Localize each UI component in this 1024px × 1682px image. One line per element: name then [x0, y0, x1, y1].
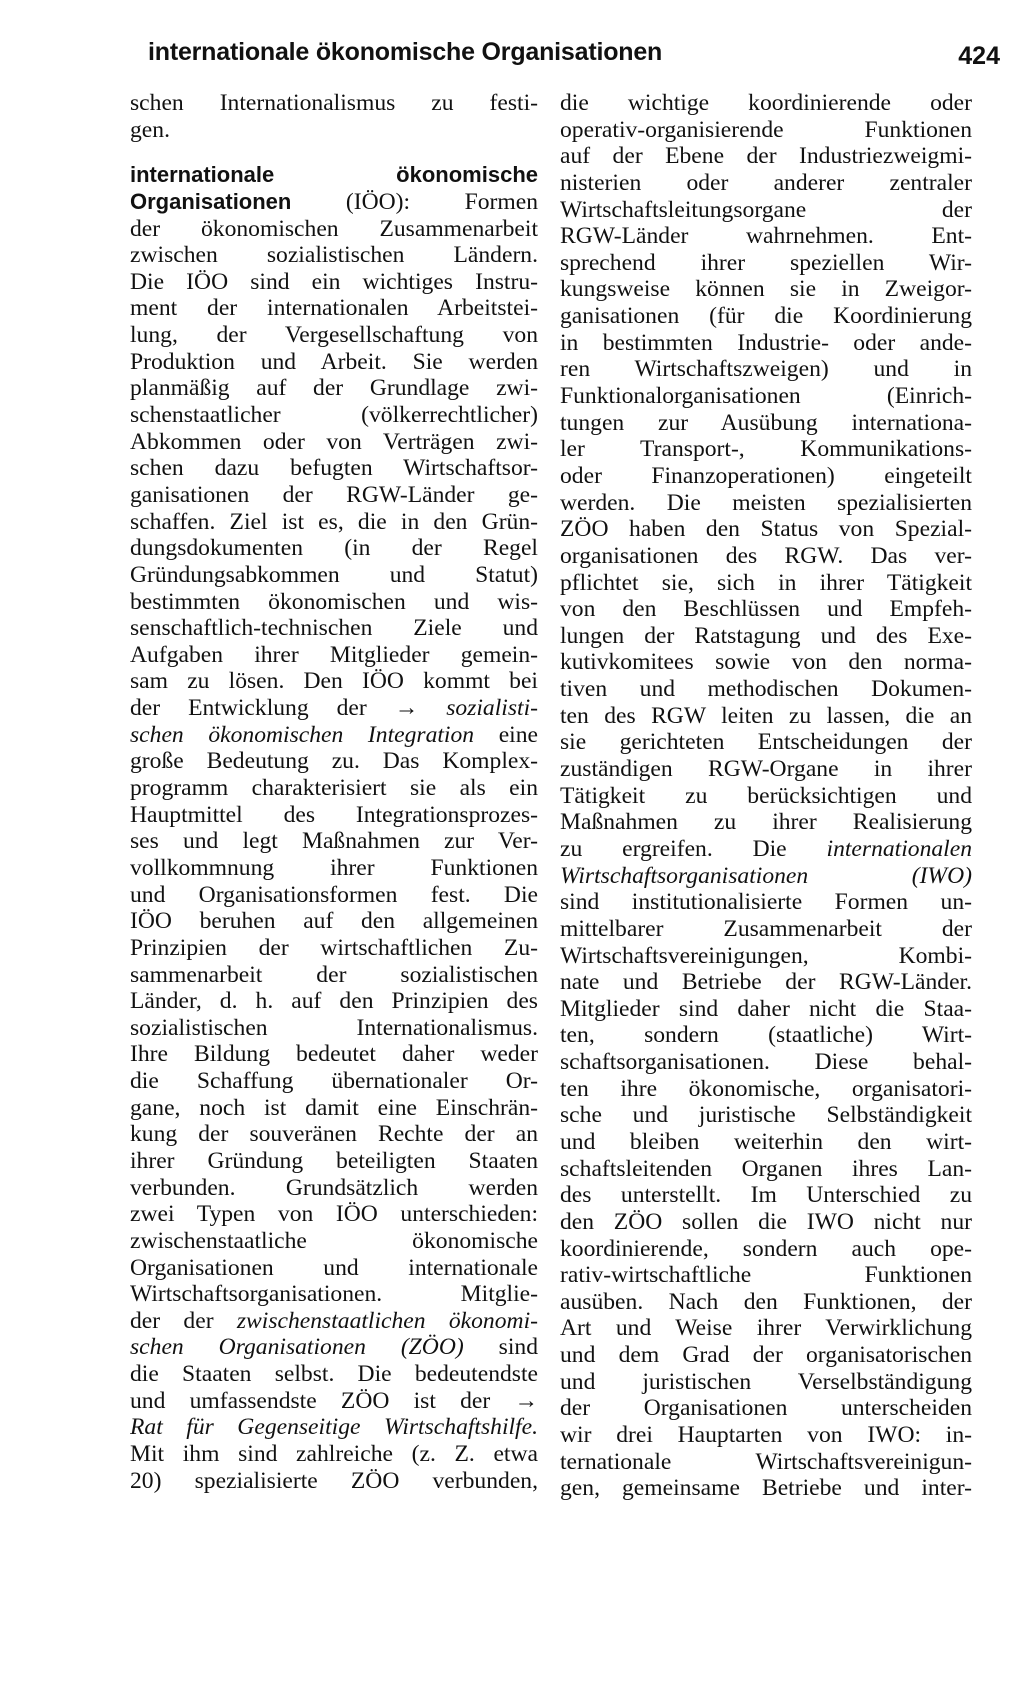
text-line: dungsdokumenten (in der Regel: [130, 535, 538, 562]
entry-headword: internationale ökonomische: [130, 162, 538, 188]
text-line: Wirtschaftsvereinigungen, Kombi-: [560, 942, 972, 969]
text-line: Prinzipien der wirtschaftlichen Zu-: [130, 934, 538, 961]
text-line: Wirtschaftsorganisationen. Mitglie-: [130, 1281, 538, 1308]
text-line: Art und Weise ihrer Verwirklichung: [560, 1315, 972, 1342]
italic-term: zwischenstaatlichen ökonomi-: [236, 1307, 538, 1334]
cross-reference: sozialisti-: [446, 695, 538, 722]
text-line: Organisationen und internationale: [130, 1254, 538, 1281]
text-line: schaffen. Ziel ist es, die in den Grün-: [130, 508, 538, 535]
text-line: verbunden. Grundsätzlich werden: [130, 1174, 538, 1201]
text-line: und umfassendste ZÖO ist der →: [130, 1387, 538, 1414]
text-line: Mitglieder sind daher nicht die Staa-: [560, 995, 972, 1022]
page-number: 424: [958, 42, 1000, 70]
text-line: [130, 189, 538, 216]
text-line: nisterien oder anderer zentraler: [560, 169, 972, 196]
text-line: tiven und methodischen Dokumen-: [560, 676, 972, 703]
text-line: sam zu lösen. Den IÖO kommt bei: [130, 668, 538, 695]
text-run: zu ergreifen. Die: [560, 835, 827, 862]
text-line: [130, 722, 538, 749]
text-line: Abkommen oder von Verträgen zwi-: [130, 428, 538, 455]
text-line: schen dazu befugten Wirtschaftsor-: [130, 455, 538, 482]
text-line: ternationale Wirtschaftsvereinigun-: [560, 1448, 972, 1475]
text-line: operativ-organisierende Funktionen: [560, 116, 972, 143]
text-line: Die IÖO sind ein wichtiges Instru-: [130, 268, 538, 295]
text-line: in bestimmten Industrie- oder ande-: [560, 329, 972, 356]
text-run: der der: [130, 1307, 237, 1334]
text-line: den ZÖO sollen die IWO nicht nur: [560, 1208, 972, 1235]
italic-term: internationalen: [826, 835, 972, 862]
text-line: schen Internationalismus zu festi-: [130, 90, 538, 116]
text-line: ren Wirtschaftszweigen) und in: [560, 356, 972, 383]
text-line: [130, 695, 538, 722]
text-line: Funktionalorganisationen (Einrich-: [560, 383, 972, 410]
text-line: vollkommnung ihrer Funktionen: [130, 854, 538, 881]
text-line: werden. Die meisten spezialisierten: [560, 489, 972, 516]
entry-abbreviation: (IÖO): Formen: [291, 188, 538, 215]
text-line: der ökonomischen Zusammenarbeit: [130, 215, 538, 242]
text-line: ten des RGW leiten zu lassen, die an: [560, 702, 972, 729]
cross-reference: Rat für Gegenseitige Wirtschaftshilfe.: [130, 1414, 538, 1441]
text-line: ausüben. Nach den Funktionen, der: [560, 1288, 972, 1315]
left-column: [130, 90, 538, 1494]
text-line: 20) spezialisierte ZÖO verbunden,: [130, 1467, 538, 1494]
text-line: lung, der Vergesellschaftung von: [130, 322, 538, 349]
text-line: ses und legt Maßnahmen zur Ver-: [130, 828, 538, 855]
text-line: Gründungsabkommen und Statut): [130, 561, 538, 588]
text-line: lungen der Ratstagung und des Exe-: [560, 622, 972, 649]
text-line: tungen zur Ausübung internationa-: [560, 409, 972, 436]
text-line: [130, 1308, 538, 1335]
text-line: Tätigkeit zu berücksichtigen und: [560, 782, 972, 809]
text-line: sche und juristische Selbständigkeit: [560, 1102, 972, 1129]
entry-headword-cont: Organisationen: [130, 188, 292, 214]
text-line: und juristischen Verselbständigung: [560, 1368, 972, 1395]
text-line: auf der Ebene der Industriezweigmi-: [560, 143, 972, 170]
text-run: sind: [463, 1334, 538, 1361]
text-line: koordinierende, sondern auch ope-: [560, 1235, 972, 1262]
text-line: Mit ihm sind zahlreiche (z. Z. etwa: [130, 1441, 538, 1468]
cross-reference: schen ökonomischen Integration: [130, 721, 475, 748]
text-line: zwei Typen von IÖO unterschieden:: [130, 1201, 538, 1228]
text-line: sprechend ihrer speziellen Wir-: [560, 249, 972, 276]
text-line: oder Finanzoperationen) eingeteilt: [560, 462, 972, 489]
text-line: schaftsleitenden Organen ihres Lan-: [560, 1155, 972, 1182]
text-run: eine: [474, 721, 538, 748]
right-column: [560, 90, 972, 1502]
text-line: Produktion und Arbeit. Sie werden: [130, 348, 538, 375]
text-line: IÖO beruhen auf den allgemeinen: [130, 908, 538, 935]
page-header: [148, 38, 1000, 78]
text-line: und dem Grad der organisatorischen: [560, 1342, 972, 1369]
text-line: schaftsorganisationen. Diese behal-: [560, 1049, 972, 1076]
text-line: zwischen sozialistischen Ländern.: [130, 242, 538, 269]
text-line: ihrer Gründung beteiligten Staaten: [130, 1147, 538, 1174]
text-run: der Entwicklung der →: [130, 695, 447, 722]
text-line: Hauptmittel des Integrationsprozes-: [130, 801, 538, 828]
text-line: RGW-Länder wahrnehmen. Ent-: [560, 223, 972, 250]
text-line: der Organisationen unterscheiden: [560, 1395, 972, 1422]
text-line: Länder, d. h. auf den Prinzipien des: [130, 988, 538, 1015]
text-line: die Schaffung übernationaler Or-: [130, 1068, 538, 1095]
text-line: zwischenstaatliche ökonomische: [130, 1227, 538, 1254]
text-line: wir drei Hauptarten von IWO: in-: [560, 1422, 972, 1449]
text-line: gen.: [130, 116, 170, 143]
text-line: sammenarbeit der sozialistischen: [130, 961, 538, 988]
running-title: internationale ökonomische Organisationen: [148, 38, 663, 66]
text-line: kutivkomitees sowie von den norma-: [560, 649, 972, 676]
text-line: schenstaatlicher (völkerrechtlicher): [130, 402, 538, 429]
text-line: mittelbarer Zusammenarbeit der: [560, 915, 972, 942]
text-line: des unterstellt. Im Unterschied zu: [560, 1182, 972, 1209]
text-line: die Staaten selbst. Die bedeutendste: [130, 1361, 538, 1388]
text-line: Ihre Bildung bedeutet daher weder: [130, 1041, 538, 1068]
text-line: ten, sondern (staatliche) Wirt-: [560, 1022, 972, 1049]
text-line: sozialistischen Internationalismus.: [130, 1014, 538, 1041]
italic-term: Wirtschaftsorganisationen (IWO): [560, 862, 972, 889]
text-line: pflichtet sie, sich in ihrer Tätigkeit: [560, 569, 972, 596]
text-line: [560, 836, 972, 863]
text-line: kung der souveränen Rechte der an: [130, 1121, 538, 1148]
text-line: senschaftlich-technischen Ziele und: [130, 615, 538, 642]
text-line: programm charakterisiert sie als ein: [130, 775, 538, 802]
italic-term: schen Organisationen (ZÖO): [130, 1334, 464, 1361]
text-line: und Organisationsformen fest. Die: [130, 881, 538, 908]
text-line: ZÖO haben den Status von Spezial-: [560, 516, 972, 543]
text-line: zuständigen RGW-Organe in ihrer: [560, 756, 972, 783]
text-line: [130, 1414, 538, 1441]
text-line: ler Transport-, Kommunikations-: [560, 436, 972, 463]
text-line: gane, noch ist damit eine Einschrän-: [130, 1094, 538, 1121]
text-line: nate und Betriebe der RGW-Länder.: [560, 969, 972, 996]
text-line: gen, gemeinsame Betriebe und inter-: [560, 1475, 972, 1502]
text-line: [130, 1334, 538, 1361]
text-line: organisationen des RGW. Das ver-: [560, 542, 972, 569]
text-line: ten ihre ökonomische, organisatori-: [560, 1075, 972, 1102]
text-line: planmäßig auf der Grundlage zwi-: [130, 375, 538, 402]
text-line: ment der internationalen Arbeitstei-: [130, 295, 538, 322]
text-line: Wirtschaftsleitungsorgane der: [560, 196, 972, 223]
text-line: große Bedeutung zu. Das Komplex-: [130, 748, 538, 775]
text-line: ganisationen der RGW-Länder ge-: [130, 481, 538, 508]
text-line: Maßnahmen zu ihrer Realisierung: [560, 809, 972, 836]
text-line: bestimmten ökonomischen und wis-: [130, 588, 538, 615]
text-line: von den Beschlüssen und Empfeh-: [560, 596, 972, 623]
text-line: sind institutionalisierte Formen un-: [560, 889, 972, 916]
text-line: und bleiben weiterhin den wirt-: [560, 1128, 972, 1155]
text-line: ganisationen (für die Koordinierung: [560, 303, 972, 330]
text-line: die wichtige koordinierende oder: [560, 90, 972, 116]
text-line: rativ-wirtschaftliche Funktionen: [560, 1262, 972, 1289]
text-line: kungsweise können sie in Zweigor-: [560, 276, 972, 303]
text-line: sie gerichteten Entscheidungen der: [560, 729, 972, 756]
text-line: Aufgaben ihrer Mitglieder gemein-: [130, 641, 538, 668]
entry-headword-line: [130, 162, 538, 189]
text-line: [560, 863, 972, 890]
